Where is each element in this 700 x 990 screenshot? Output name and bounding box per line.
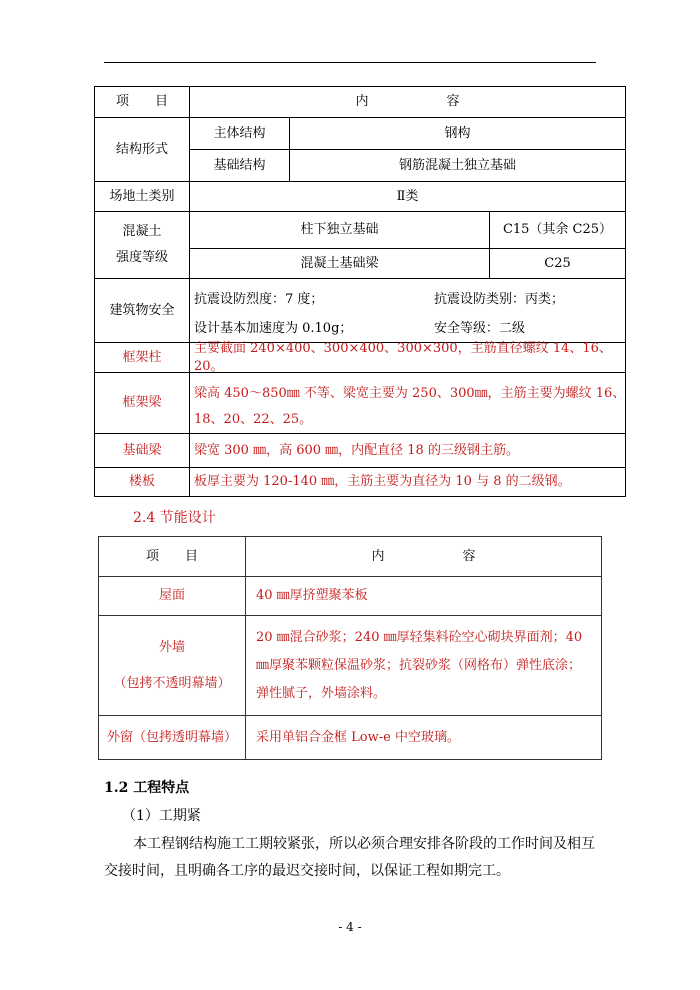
exterior-wall-sublabel: （包拷不透明幕墙）	[113, 675, 231, 691]
foundation-structure-label: 基础结构	[189, 149, 290, 182]
concrete-part-1: 柱下独立基础	[189, 211, 490, 249]
page-number: - 4 -	[338, 920, 362, 934]
features-section-title: 1.2 工程特点	[104, 780, 190, 796]
frame-beam-line1: 梁高 450～850㎜ 不等、梁宽主要为 250、300㎜，主筋主要为螺纹 16、	[194, 386, 626, 401]
table2-header-item: 项 目	[98, 536, 246, 577]
frame-beam-line2: 18、20、22、25。	[194, 412, 313, 427]
exterior-window-label: 外窗（包拷透明幕墙）	[98, 715, 246, 760]
features-para-line1: 本工程钢结构施工工期较紧张，所以必须合理安排各阶段的工作时间及相互	[133, 836, 595, 852]
exterior-wall-text	[245, 615, 602, 716]
floor-slab-label: 楼板	[94, 467, 190, 497]
header-rule	[104, 62, 596, 63]
design-acceleration: 设计基本加速度为 0.10g；	[194, 321, 353, 336]
exterior-wall-line3: 弹性腻子，外墙涂料。	[256, 686, 387, 701]
exterior-window-text: 采用单铝合金框 Low-e 中空玻璃。	[245, 715, 602, 760]
exterior-wall-title: 外墙	[158, 639, 185, 655]
frame-beam-label: 框架梁	[94, 372, 190, 434]
foundation-structure-value: 钢筋混凝土独立基础	[289, 149, 626, 182]
site-soil-value: Ⅱ类	[189, 181, 626, 212]
safety-level: 安全等级：二级	[434, 321, 526, 336]
concrete-grade-label	[94, 211, 190, 279]
roof-label: 屋面	[98, 576, 246, 616]
main-structure-value: 钢构	[289, 117, 626, 150]
seismic-category: 抗震设防类别：丙类；	[434, 292, 565, 307]
frame-column-text: 主要截面 240×400、300×400、300×300，主筋直径螺纹 14、16、20。	[189, 342, 626, 373]
table1-header-content: 内 容	[189, 86, 626, 118]
roof-text: 40 ㎜厚挤塑聚苯板	[245, 576, 602, 616]
table1-header-item: 项 目	[94, 86, 190, 118]
concrete-grade-1: C15（其余 C25）	[489, 211, 626, 249]
frame-column-label: 框架柱	[94, 342, 190, 373]
exterior-wall-line1: 20 ㎜混合砂浆；240 ㎜厚轻集料砼空心砌块界面剂；40	[256, 630, 583, 645]
building-safety-content	[189, 278, 626, 343]
features-para-line2: 交接时间，且明确各工序的最迟交接时间，以保证工程如期完工。	[104, 863, 510, 879]
floor-slab-text: 板厚主要为 120-140 ㎜，主筋主要为直径为 10 与 8 的二级钢。	[189, 467, 626, 497]
table2-header-content: 内 容	[245, 536, 602, 577]
concrete-part-2: 混凝土基础梁	[189, 248, 490, 279]
site-soil-label: 场地土类别	[94, 181, 190, 212]
foundation-beam-label: 基础梁	[94, 433, 190, 468]
exterior-wall-line2: ㎜厚聚苯颗粒保温砂浆；抗裂砂浆（网格布）弹性底涂；	[256, 658, 582, 673]
concrete-label-line1: 混凝土	[122, 224, 162, 240]
exterior-wall-label	[98, 615, 246, 716]
foundation-beam-text: 梁宽 300 ㎜，高 600 ㎜，内配直径 18 的三级钢主筋。	[189, 433, 626, 468]
features-subtitle: （1）工期紧	[122, 808, 201, 824]
seismic-intensity: 抗震设防烈度：7 度；	[194, 292, 324, 307]
concrete-grade-2: C25	[489, 248, 626, 279]
concrete-label-line2: 强度等级	[115, 250, 168, 265]
building-safety-label: 建筑物安全	[94, 278, 190, 343]
frame-beam-text	[189, 372, 626, 434]
main-structure-label: 主体结构	[189, 117, 290, 150]
structure-form-label: 结构形式	[94, 117, 190, 182]
energy-section-title: 2.4 节能设计	[133, 510, 216, 526]
